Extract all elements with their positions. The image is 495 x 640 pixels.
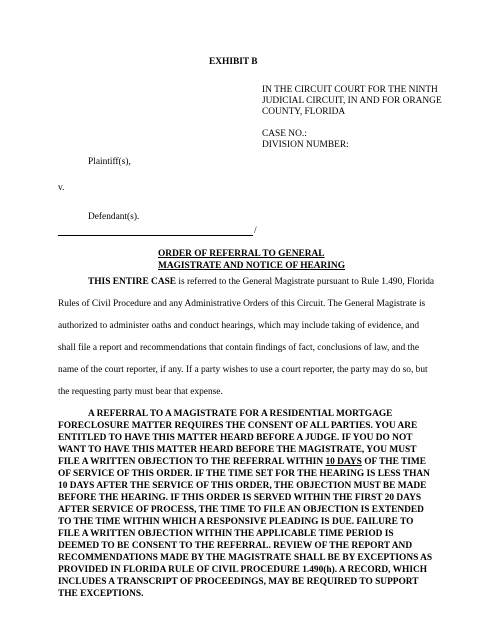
case-number-label: CASE NO.: — [262, 129, 307, 139]
referral-line-3: authorized to administer oaths and conduct hearings, which may include taking of evidence, and — [58, 321, 420, 331]
notice-line-2: FORECLOSURE MATTER REQUIRES THE CONSENT OF ALL PARTIES. YOU ARE — [58, 421, 418, 431]
versus-label: v. — [58, 183, 65, 193]
referral-line-5: name of the court reporter, if any. If a party wishes to use a court reporter, the party may do so, but — [58, 365, 428, 375]
court-line-1: IN THE CIRCUIT COURT FOR THE NINTH — [262, 85, 438, 95]
notice-line-6: OF SERVICE OF THIS ORDER. IF THE TIME SET FOR THE HEARING IS LESS THAN — [58, 469, 430, 479]
referral-line-1 — [88, 277, 434, 287]
caption-divider-line — [58, 235, 253, 236]
notice-line-4: WANT TO HAVE THIS MATTER HEARD BEFORE THE MAGISTRATE, YOU MUST — [58, 445, 417, 455]
exhibit-title: EXHIBIT B — [209, 57, 258, 67]
referral-paragraph — [58, 277, 458, 397]
notice-line-11: FILE A WRITTEN OBJECTION WITHIN THE APPLICABLE TIME PERIOD IS — [58, 529, 394, 539]
notice-paragraph — [58, 409, 468, 599]
court-line-2: JUDICIAL CIRCUIT, IN AND FOR ORANGE — [262, 96, 442, 106]
notice-line-15: INCLUDES A TRANSCRIPT OF PROCEEDINGS, MAY BE REQUIRED TO SUPPORT — [58, 577, 419, 587]
notice-line-9: AFTER SERVICE OF PROCESS, THE TIME TO FILE AN OBJECTION IS EXTENDED — [58, 505, 424, 515]
entire-case-lead: THIS ENTIRE CASE — [88, 277, 177, 287]
referral-line-6: the requesting party must bear that expense. — [58, 387, 223, 397]
notice-line-8: BEFORE THE HEARING. IF THIS ORDER IS SERVED WITHIN THE FIRST 20 DAYS — [58, 493, 422, 503]
notice-line-5-post: OF THE TIME — [361, 457, 427, 467]
notice-line-5-pre: FILE A WRITTEN OBJECTION TO THE REFERRAL WITHIN — [58, 457, 326, 467]
referral-line-2: Rules of Civil Procedure and any Administrative Orders of this Circuit. The General Magistrate is — [58, 299, 426, 309]
notice-line-10: TO THE TIME WITHIN WHICH A RESPONSIVE PLEADING IS DUE. FAILURE TO — [58, 517, 414, 527]
plaintiff-label: Plaintiff(s), — [88, 157, 131, 167]
court-line-3: COUNTY, FLORIDA — [262, 107, 346, 117]
order-title-line-1: ORDER OF REFERRAL TO GENERAL — [158, 249, 325, 259]
referral-line-1-text: is referred to the General Magistrate pursuant to Rule 1.490, Florida — [176, 277, 435, 287]
notice-line-5 — [58, 457, 426, 467]
notice-line-7: 10 DAYS AFTER THE SERVICE OF THIS ORDER, THE OBJECTION MUST BE MADE — [58, 481, 427, 491]
ten-days-emphasis: 10 DAYS — [325, 457, 362, 467]
notice-line-16: THE EXCEPTIONS. — [58, 589, 144, 599]
defendant-label: Defendant(s). — [88, 212, 140, 222]
referral-line-4: shall file a report and recommendations that contain findings of fact, conclusions of law, and the — [58, 343, 420, 353]
notice-line-3: ENTITLED TO HAVE THIS MATTER HEARD BEFORE A JUDGE. IF YOU DO NOT — [58, 433, 413, 443]
notice-line-14: PROVIDED IN FLORIDA RULE OF CIVIL PROCEDURE 1.490(h). A RECORD, WHICH — [58, 565, 428, 575]
notice-line-12: DEEMED TO BE CONSENT TO THE REFERRAL. REVIEW OF THE REPORT AND — [58, 541, 413, 551]
notice-line-1: A REFERRAL TO A MAGISTRATE FOR A RESIDENTIAL MORTGAGE — [88, 409, 393, 419]
order-title-line-2: MAGISTRATE AND NOTICE OF HEARING — [158, 261, 345, 271]
caption-slash: / — [254, 226, 257, 236]
division-number-label: DIVISION NUMBER: — [262, 140, 349, 150]
notice-line-13: RECOMMENDATIONS MADE BY THE MAGISTRATE SHALL BE BY EXCEPTIONS AS — [58, 553, 433, 563]
